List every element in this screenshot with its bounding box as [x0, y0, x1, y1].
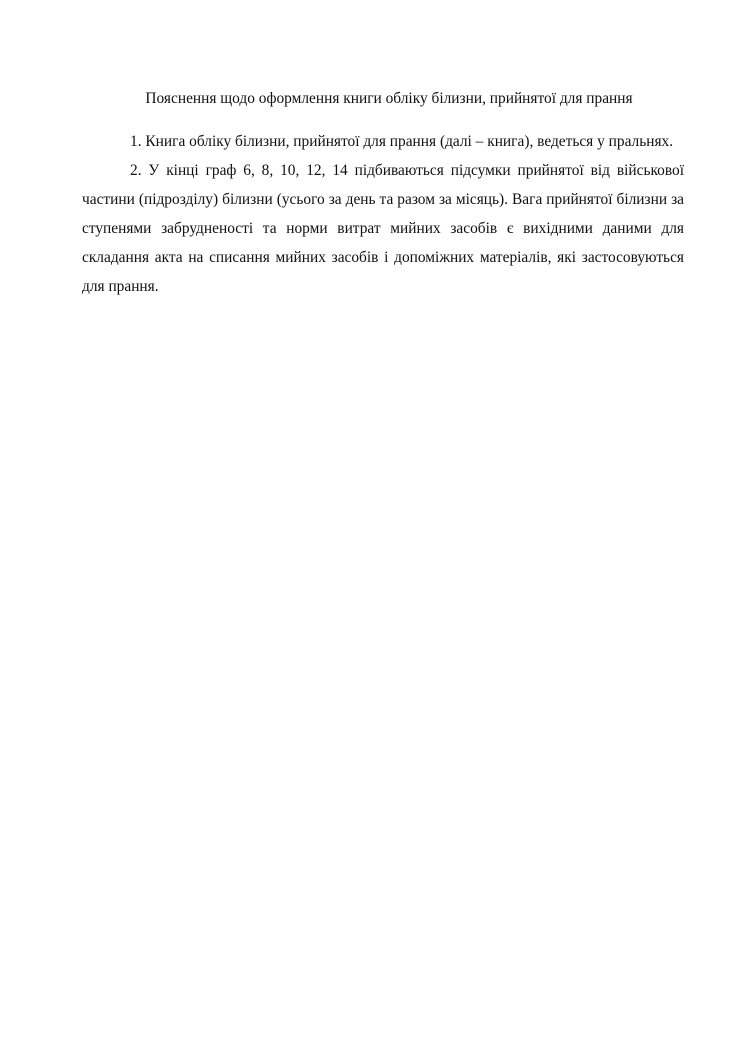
document-title: Пояснення щодо оформлення книги обліку білизни, прийнятої для прання — [145, 90, 633, 107]
document-body — [82, 88, 684, 301]
paragraph-1: 1. Книга обліку білизни, прийнятої для прання (далі – книга), ведеться у пральнях. — [130, 133, 674, 150]
paragraph-2: 2. У кінці граф 6, 8, 10, 12, 14 підбиваються підсумки прийнятої від військової частини (підрозділу) білизни (усього за день та разом за місяць). Вага прийнятої білизни за ступенями забрудненості та норми витрат мийних засобів є вихідними даними для складання акта на списання мийних засобів і допоміжних матеріалів, які застосовуються для прання. — [82, 162, 684, 295]
